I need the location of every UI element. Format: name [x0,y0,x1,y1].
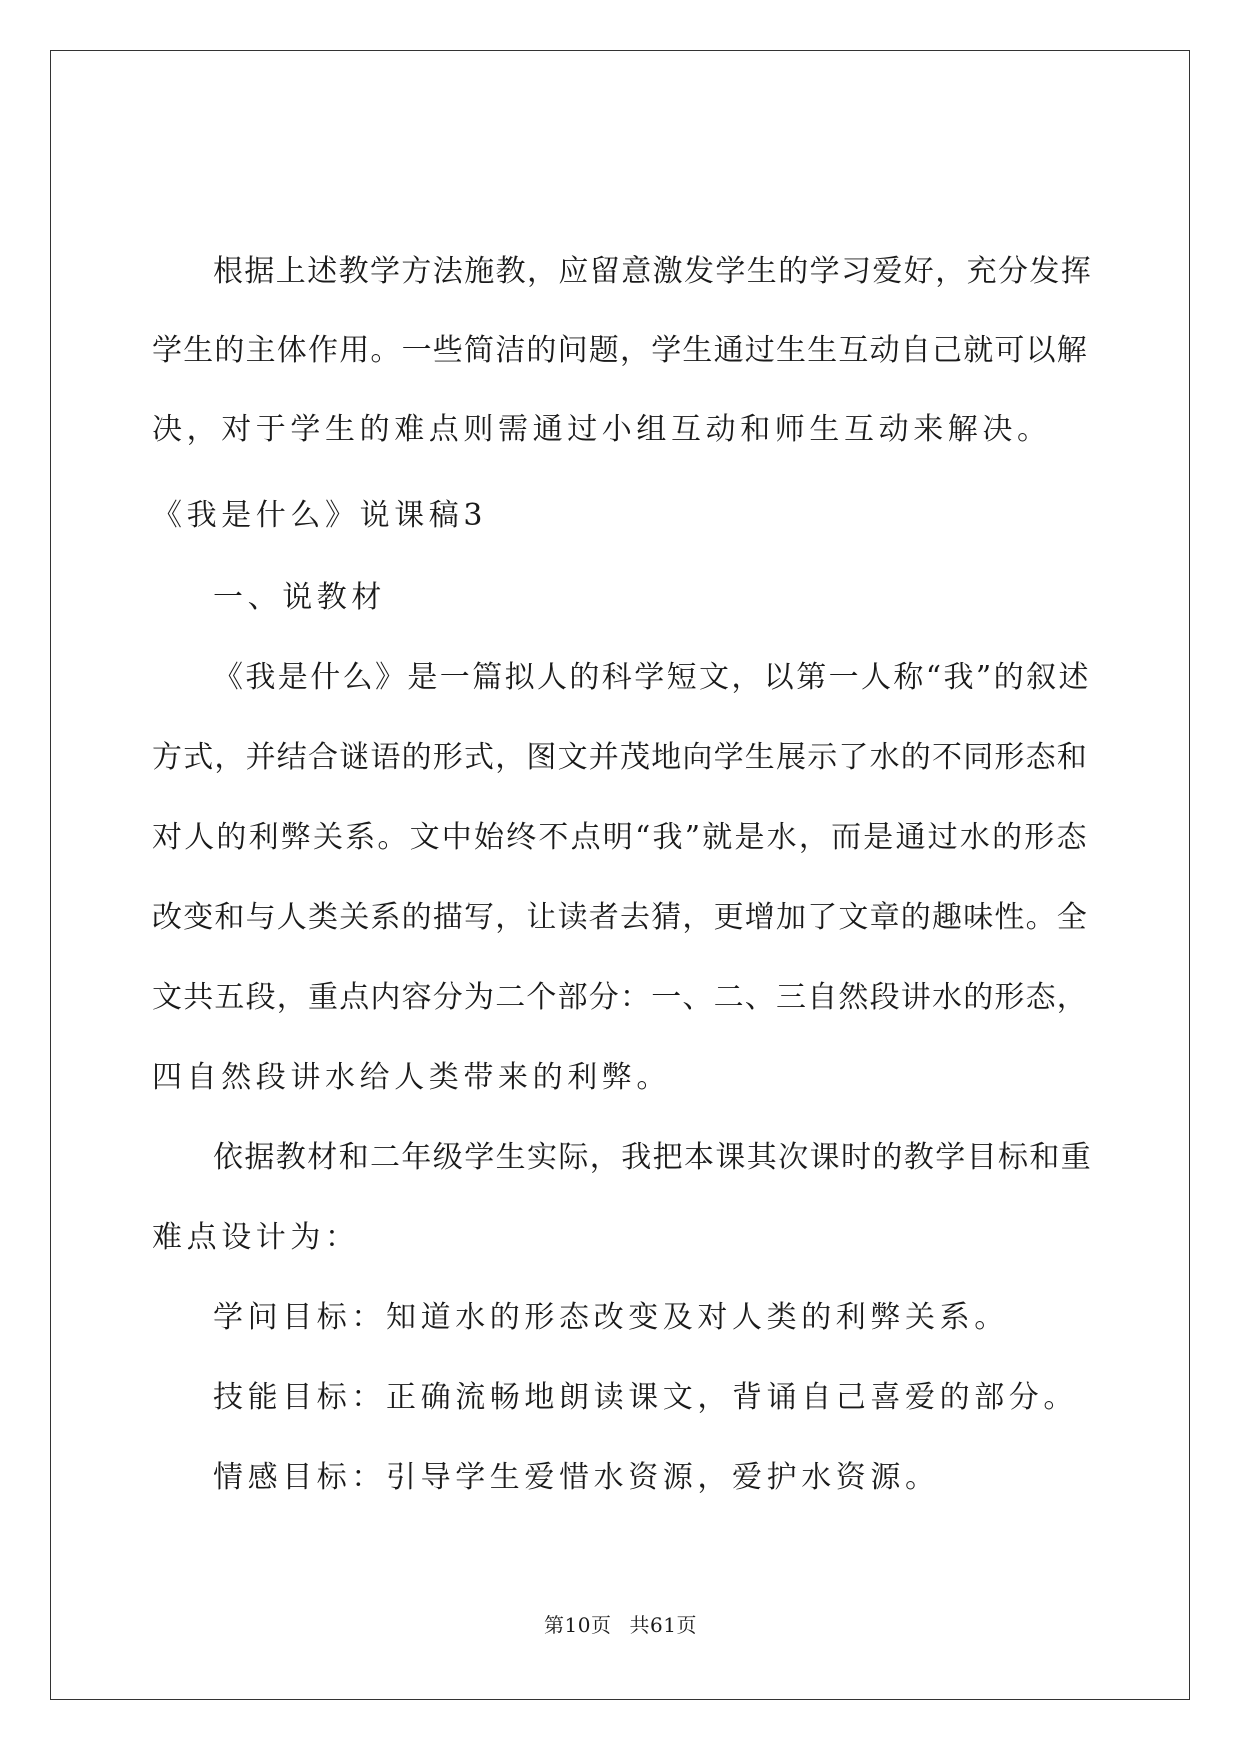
paragraph-line: 难点设计为： [152,1220,360,1255]
page-number-current: 第10页 [544,1613,612,1637]
paragraph-line: 《我是什么》是一篇拟人的科学短文，以第一人称“我”的叙述 [213,660,1091,695]
paragraph-line: 技能目标：正确流畅地朗读课文，背诵自己喜爱的部分。 [213,1380,1078,1415]
page-number-total: 共61页 [629,1613,697,1637]
paragraph-line: 情感目标：引导学生爱惜水资源，爱护水资源。 [213,1460,940,1495]
page-footer [0,1612,1241,1638]
paragraph-line: 学问目标：知道水的形态改变及对人类的利弊关系。 [213,1300,1009,1335]
paragraph-line: 学生的主体作用。一些简洁的问题，学生通过生生互动自己就可以解 [152,333,1088,368]
paragraph-line: 决，对于学生的难点则需通过小组互动和师生互动来解决。 [152,412,1052,447]
paragraph-line: 依据教材和二年级学生实际，我把本课其次课时的教学目标和重 [213,1140,1093,1175]
paragraph-line: 四自然段讲水给人类带来的利弊。 [152,1060,671,1095]
page-border [50,50,1190,1700]
paragraph-line: 改变和与人类关系的描写，让读者去猜，更增加了文章的趣味性。全 [152,900,1088,935]
paragraph-line: 对人的利弊关系。文中始终不点明“我”就是水，而是通过水的形态 [152,820,1089,855]
section-subheading: 一、说教材 [213,580,386,615]
paragraph-line: 方式，并结合谜语的形式，图文并茂地向学生展示了水的不同形态和 [152,740,1088,775]
paragraph-line: 文共五段，重点内容分为二个部分：一、二、三自然段讲水的形态， [152,980,1088,1015]
section-title: 《我是什么》说课稿3 [152,498,488,533]
paragraph-line: 根据上述教学方法施教，应留意激发学生的学习爱好，充分发挥 [213,254,1093,289]
